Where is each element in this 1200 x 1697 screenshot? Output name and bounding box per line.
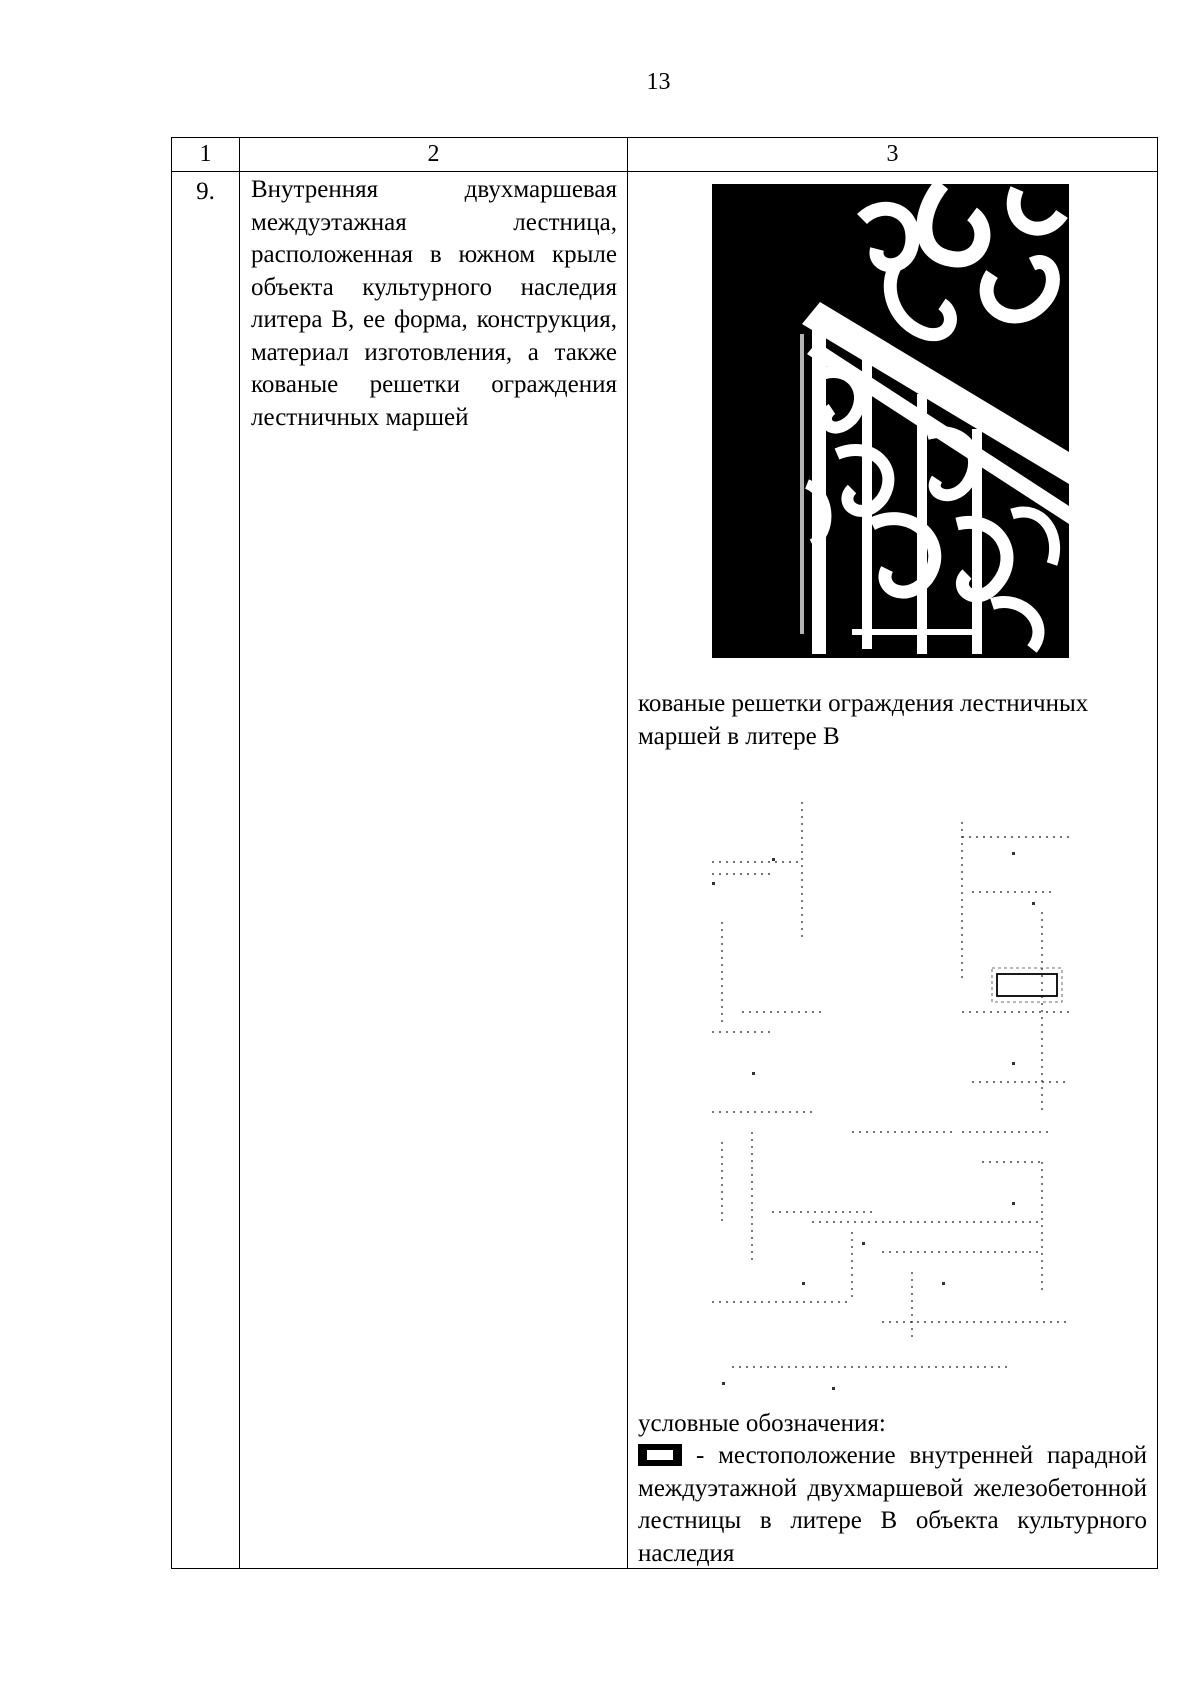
legend-dash: - [696,1442,705,1469]
column-header-3: 3 [628,138,1158,172]
photo-caption: кованые решетки ограждения лестничных маршей в литере В [638,690,1089,750]
wrought-iron-railing-photo [712,184,1069,658]
rectangle-marker-icon [638,1444,682,1466]
column-header-2: 2 [240,138,628,172]
row-number: 9. [172,172,240,1569]
table-row [172,172,1158,1569]
column-header-1: 1 [172,138,240,172]
row-illustrations [628,172,1158,1569]
document-table [171,137,1158,1569]
legend-title: условные обозначения: [638,1410,886,1437]
table-header-row [172,138,1158,172]
floor-plan-image [712,782,1069,1402]
legend-entry [638,1440,1147,1570]
legend-description: местоположение внутренней парадной междуэтажной двухмаршевой железобетонной лестницы в литере В объекта культурного наследия [638,1442,1147,1567]
row-description: Внутренняя двухмаршевая междуэтажная лестница, расположенная в южном крыле объекта культурного наследия литера В, ее форма, конструкция, материал изготовления, а также кованые решетки ограждения лестничных маршей [240,172,628,1569]
page-number: 13 [646,69,671,95]
